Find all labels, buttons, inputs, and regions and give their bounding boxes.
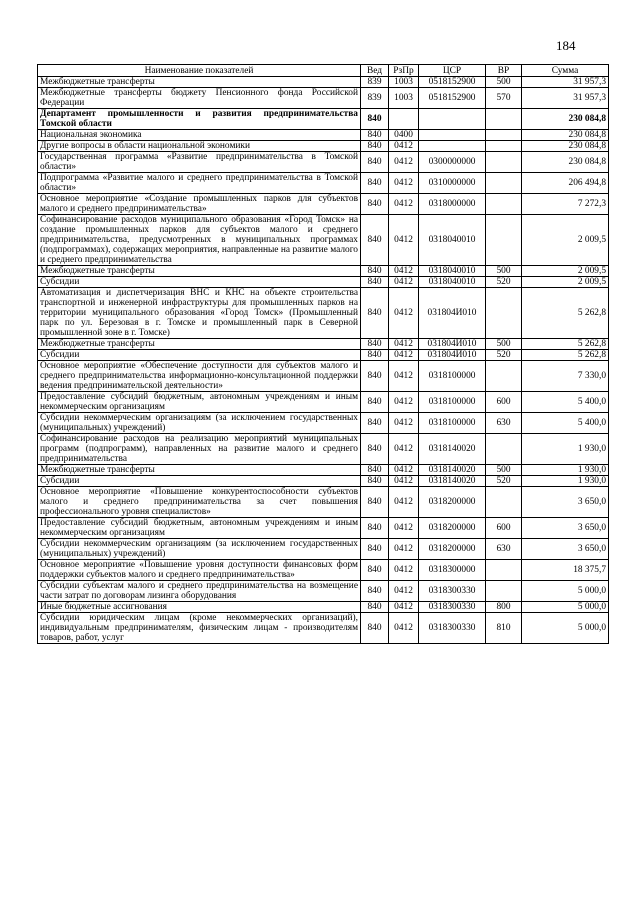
header-name: Наименование показателей <box>38 65 361 77</box>
cell-ved: 840 <box>361 152 389 173</box>
cell-rzpr: 0412 <box>389 350 419 361</box>
table-row <box>38 173 609 194</box>
cell-csr: 031804И010 <box>419 350 486 361</box>
cell-sum: 5 000,0 <box>522 613 609 644</box>
cell-name: Департамент промышленности и развития предпринимательства Томской области <box>38 109 361 130</box>
cell-csr: 0318200000 <box>419 518 486 539</box>
cell-vr <box>486 194 522 215</box>
cell-rzpr: 0412 <box>389 339 419 350</box>
cell-csr: 0318040010 <box>419 215 486 266</box>
table-row <box>38 277 609 288</box>
cell-vr <box>486 109 522 130</box>
table-row <box>38 141 609 152</box>
cell-csr: 0318100000 <box>419 413 486 434</box>
cell-sum: 3 650,0 <box>522 539 609 560</box>
cell-rzpr: 0412 <box>389 266 419 277</box>
table-header-row <box>38 65 609 77</box>
cell-rzpr: 0412 <box>389 560 419 581</box>
cell-ved: 840 <box>361 339 389 350</box>
cell-rzpr: 0412 <box>389 613 419 644</box>
cell-sum: 230 084,8 <box>522 130 609 141</box>
cell-vr: 600 <box>486 518 522 539</box>
cell-csr: 031804И010 <box>419 339 486 350</box>
table-row <box>38 487 609 518</box>
cell-name: Другие вопросы в области национальной экономики <box>38 141 361 152</box>
cell-name: Основное мероприятие «Создание промышленных парков для субъектов малого и среднего предпринимательства» <box>38 194 361 215</box>
cell-name: Межбюджетные трансферты <box>38 465 361 476</box>
cell-sum: 230 084,8 <box>522 109 609 130</box>
cell-name: Межбюджетные трансферты <box>38 266 361 277</box>
cell-csr: 0318300330 <box>419 602 486 613</box>
cell-rzpr: 0412 <box>389 141 419 152</box>
cell-ved: 840 <box>361 476 389 487</box>
cell-sum: 5 000,0 <box>522 581 609 602</box>
cell-csr: 0318200000 <box>419 539 486 560</box>
table-row <box>38 581 609 602</box>
cell-name: Субсидии некоммерческим организациям (за исключением государственных (муниципальных) учреждений) <box>38 413 361 434</box>
cell-rzpr: 0412 <box>389 487 419 518</box>
table-row <box>38 434 609 465</box>
cell-name: Автоматизация и диспетчеризация ВНС и КНС на объекте строительства транспортной и инженерной инфраструктуры для промышленных парков на территории муниципального образования «Город Томск» (Промышленный парк по ул. Березовая в г. Томске и промышленный парк в Северной промышленной зоне в г. Томске) <box>38 288 361 339</box>
cell-rzpr <box>389 109 419 130</box>
cell-csr: 0318140020 <box>419 434 486 465</box>
cell-name: Субсидии субъектам малого и среднего предпринимательства на возмещение части затрат по договорам лизинга оборудования <box>38 581 361 602</box>
cell-rzpr: 0412 <box>389 215 419 266</box>
cell-csr: 0318100000 <box>419 392 486 413</box>
cell-ved: 840 <box>361 560 389 581</box>
cell-name: Межбюджетные трансферты бюджету Пенсионного фонда Российской Федерации <box>38 88 361 109</box>
table-row <box>38 339 609 350</box>
table-row <box>38 518 609 539</box>
cell-name: Подпрограмма «Развитие малого и среднего предпринимательства в Томской области» <box>38 173 361 194</box>
cell-name: Субсидии некоммерческим организациям (за исключением государственных (муниципальных) учреждений) <box>38 539 361 560</box>
header-rzpr: РзПр <box>389 65 419 77</box>
cell-csr: 0318300330 <box>419 581 486 602</box>
cell-sum: 1 930,0 <box>522 434 609 465</box>
cell-name: Государственная программа «Развитие предпринимательства в Томской области» <box>38 152 361 173</box>
cell-vr <box>486 130 522 141</box>
cell-sum: 31 957,3 <box>522 88 609 109</box>
cell-rzpr: 0400 <box>389 130 419 141</box>
cell-vr: 810 <box>486 613 522 644</box>
cell-name: Межбюджетные трансферты <box>38 77 361 88</box>
cell-rzpr: 0412 <box>389 173 419 194</box>
cell-vr <box>486 173 522 194</box>
table-row <box>38 194 609 215</box>
budget-table <box>37 64 609 644</box>
cell-sum: 206 494,8 <box>522 173 609 194</box>
cell-rzpr: 0412 <box>389 539 419 560</box>
cell-ved: 840 <box>361 413 389 434</box>
cell-vr <box>486 288 522 339</box>
cell-name: Софинансирование расходов муниципального образования «Город Томск» на создание промышленных парков для субъектов малого и среднего предпринимательства, предусмотренных в муниципальных программах (подпрограммах), содержащих мероприятия, направленные на развитие малого и среднего предпринимательства <box>38 215 361 266</box>
cell-sum: 3 650,0 <box>522 487 609 518</box>
cell-rzpr: 0412 <box>389 288 419 339</box>
cell-rzpr: 0412 <box>389 518 419 539</box>
cell-sum: 7 330,0 <box>522 361 609 392</box>
table-body <box>38 77 609 644</box>
cell-ved: 839 <box>361 88 389 109</box>
cell-ved: 840 <box>361 130 389 141</box>
cell-csr: 0518152900 <box>419 77 486 88</box>
cell-csr: 0318140020 <box>419 465 486 476</box>
table-row <box>38 392 609 413</box>
cell-ved: 840 <box>361 539 389 560</box>
cell-csr <box>419 141 486 152</box>
cell-sum: 5 000,0 <box>522 602 609 613</box>
cell-csr: 0300000000 <box>419 152 486 173</box>
cell-vr <box>486 581 522 602</box>
cell-sum: 230 084,8 <box>522 152 609 173</box>
cell-vr: 630 <box>486 413 522 434</box>
cell-vr <box>486 434 522 465</box>
table-row <box>38 215 609 266</box>
cell-name: Предоставление субсидий бюджетным, автономным учреждениям и иным некоммерческим организациям <box>38 392 361 413</box>
cell-rzpr: 0412 <box>389 277 419 288</box>
cell-sum: 230 084,8 <box>522 141 609 152</box>
cell-name: Межбюджетные трансферты <box>38 339 361 350</box>
cell-rzpr: 0412 <box>389 581 419 602</box>
cell-vr: 570 <box>486 88 522 109</box>
cell-ved: 840 <box>361 173 389 194</box>
cell-csr: 0318040010 <box>419 277 486 288</box>
cell-rzpr: 1003 <box>389 88 419 109</box>
cell-ved: 840 <box>361 581 389 602</box>
cell-name: Субсидии <box>38 476 361 487</box>
cell-vr: 500 <box>486 266 522 277</box>
cell-ved: 840 <box>361 215 389 266</box>
page-number: 184 <box>556 38 576 53</box>
cell-csr: 031804И010 <box>419 288 486 339</box>
cell-name: Субсидии юридическим лицам (кроме некоммерческих организаций), индивидуальным предпринимателям, физическим лицам - производителям товаров, работ, услуг <box>38 613 361 644</box>
cell-sum: 1 930,0 <box>522 465 609 476</box>
cell-vr: 600 <box>486 392 522 413</box>
cell-vr: 520 <box>486 476 522 487</box>
header-csr: ЦСР <box>419 65 486 77</box>
table-row <box>38 88 609 109</box>
cell-vr <box>486 141 522 152</box>
cell-ved: 840 <box>361 487 389 518</box>
cell-csr: 0318200000 <box>419 487 486 518</box>
table-row <box>38 602 609 613</box>
cell-sum: 18 375,7 <box>522 560 609 581</box>
cell-csr: 0318300330 <box>419 613 486 644</box>
cell-vr <box>486 152 522 173</box>
cell-sum: 5 262,8 <box>522 288 609 339</box>
cell-ved: 840 <box>361 518 389 539</box>
cell-sum: 7 272,3 <box>522 194 609 215</box>
table-row <box>38 476 609 487</box>
table-row <box>38 560 609 581</box>
table-row <box>38 413 609 434</box>
cell-csr <box>419 130 486 141</box>
cell-ved: 840 <box>361 613 389 644</box>
cell-rzpr: 0412 <box>389 392 419 413</box>
cell-rzpr: 0412 <box>389 476 419 487</box>
cell-ved: 840 <box>361 350 389 361</box>
cell-rzpr: 0412 <box>389 361 419 392</box>
cell-sum: 1 930,0 <box>522 476 609 487</box>
table-row <box>38 613 609 644</box>
cell-rzpr: 0412 <box>389 434 419 465</box>
cell-vr <box>486 361 522 392</box>
table-row <box>38 288 609 339</box>
cell-rzpr: 0412 <box>389 602 419 613</box>
cell-vr <box>486 560 522 581</box>
cell-ved: 840 <box>361 361 389 392</box>
table-row <box>38 350 609 361</box>
cell-name: Основное мероприятие «Обеспечение доступности для субъектов малого и среднего предпринимательства информационно-консультационной поддержки ведения предпринимательской деятельности» <box>38 361 361 392</box>
table-row <box>38 266 609 277</box>
cell-sum: 2 009,5 <box>522 266 609 277</box>
table-row <box>38 539 609 560</box>
cell-csr: 0318000000 <box>419 194 486 215</box>
cell-sum: 31 957,3 <box>522 77 609 88</box>
cell-vr <box>486 215 522 266</box>
cell-rzpr: 0412 <box>389 413 419 434</box>
cell-rzpr: 0412 <box>389 194 419 215</box>
cell-csr: 0318140020 <box>419 476 486 487</box>
cell-sum: 5 400,0 <box>522 392 609 413</box>
table-row <box>38 109 609 130</box>
cell-ved: 840 <box>361 288 389 339</box>
table-row <box>38 130 609 141</box>
cell-sum: 2 009,5 <box>522 277 609 288</box>
cell-ved: 840 <box>361 266 389 277</box>
cell-ved: 840 <box>361 392 389 413</box>
cell-sum: 3 650,0 <box>522 518 609 539</box>
cell-name: Софинансирование расходов на реализацию мероприятий муниципальных программ (подпрограмм), направленных на развитие малого и среднего предпринимательства <box>38 434 361 465</box>
cell-name: Основное мероприятие «Повышение конкурентоспособности субъектов малого и среднего предпринимательства за счет повышения профессионального уровня специалистов» <box>38 487 361 518</box>
cell-rzpr: 1003 <box>389 77 419 88</box>
cell-vr <box>486 487 522 518</box>
cell-vr: 500 <box>486 465 522 476</box>
cell-vr: 800 <box>486 602 522 613</box>
table-row <box>38 152 609 173</box>
cell-name: Иные бюджетные ассигнования <box>38 602 361 613</box>
cell-sum: 5 400,0 <box>522 413 609 434</box>
cell-csr: 0310000000 <box>419 173 486 194</box>
cell-rzpr: 0412 <box>389 465 419 476</box>
cell-ved: 840 <box>361 109 389 130</box>
cell-csr: 0318300000 <box>419 560 486 581</box>
cell-ved: 840 <box>361 141 389 152</box>
cell-csr <box>419 109 486 130</box>
cell-sum: 2 009,5 <box>522 215 609 266</box>
cell-name: Субсидии <box>38 277 361 288</box>
header-sum: Сумма <box>522 65 609 77</box>
cell-csr: 0318100000 <box>419 361 486 392</box>
cell-name: Национальная экономика <box>38 130 361 141</box>
cell-name: Основное мероприятие «Повышение уровня доступности финансовых форм поддержки субъектов малого и среднего предпринимательства» <box>38 560 361 581</box>
cell-rzpr: 0412 <box>389 152 419 173</box>
cell-ved: 840 <box>361 277 389 288</box>
cell-sum: 5 262,8 <box>522 339 609 350</box>
table-row <box>38 361 609 392</box>
cell-vr: 500 <box>486 77 522 88</box>
cell-csr: 0518152900 <box>419 88 486 109</box>
cell-sum: 5 262,8 <box>522 350 609 361</box>
cell-name: Предоставление субсидий бюджетным, автономным учреждениям и иным некоммерческим организациям <box>38 518 361 539</box>
cell-vr: 630 <box>486 539 522 560</box>
cell-ved: 840 <box>361 434 389 465</box>
table-row <box>38 77 609 88</box>
header-vr: ВР <box>486 65 522 77</box>
header-ved: Вед <box>361 65 389 77</box>
cell-name: Субсидии <box>38 350 361 361</box>
cell-ved: 840 <box>361 602 389 613</box>
cell-csr: 0318040010 <box>419 266 486 277</box>
cell-vr: 520 <box>486 277 522 288</box>
cell-ved: 839 <box>361 77 389 88</box>
cell-ved: 840 <box>361 465 389 476</box>
table-row <box>38 465 609 476</box>
cell-vr: 520 <box>486 350 522 361</box>
cell-ved: 840 <box>361 194 389 215</box>
cell-vr: 500 <box>486 339 522 350</box>
